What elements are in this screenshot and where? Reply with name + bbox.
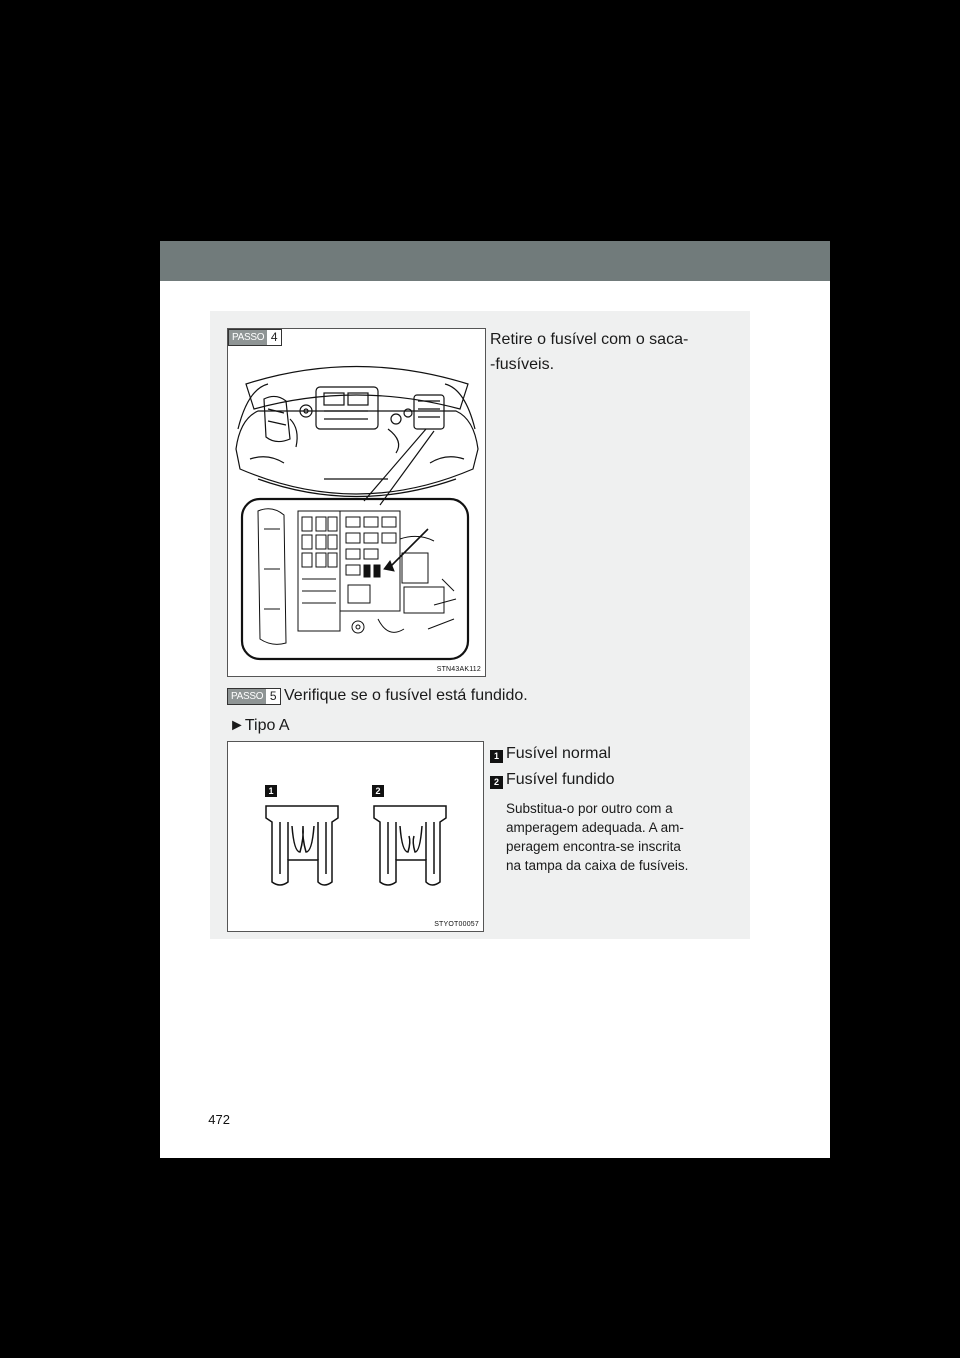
step5-instruction: Verifique se o fusível está fundido. bbox=[284, 687, 528, 704]
step4-line2: -fusíveis. bbox=[490, 356, 555, 373]
replacement-note bbox=[506, 799, 726, 875]
fuse-blown-marker: 2 bbox=[372, 785, 384, 797]
figure-code: STN43AK112 bbox=[436, 666, 481, 673]
type-label: ►Tipo A bbox=[229, 717, 290, 734]
step4-instruction bbox=[490, 327, 726, 377]
legend-item-2 bbox=[490, 767, 615, 792]
step5-number: 5 bbox=[266, 689, 280, 704]
step4-word: PASSO bbox=[229, 330, 267, 345]
note-line-1: Substitua-o por outro com a bbox=[506, 801, 673, 816]
engine-bay-figure bbox=[227, 328, 486, 677]
legend-badge-1: 1 bbox=[490, 750, 503, 763]
procedure-panel bbox=[210, 311, 750, 939]
fuse-figure bbox=[227, 741, 484, 932]
legend-badge-2: 2 bbox=[490, 776, 503, 789]
engine-bay-illustration bbox=[228, 329, 485, 676]
step4-line1: Retire o fusível com o saca- bbox=[490, 331, 689, 348]
step4-number: 4 bbox=[267, 330, 281, 345]
legend-label-1: Fusível normal bbox=[506, 745, 611, 762]
step5-badge bbox=[227, 688, 281, 705]
manual-page bbox=[160, 241, 830, 1158]
note-line-3: peragem encontra-se inscrita bbox=[506, 839, 681, 854]
note-line-2: amperagem adequada. A am- bbox=[506, 820, 684, 835]
step4-badge bbox=[228, 329, 282, 346]
page-number: 472 bbox=[208, 1112, 230, 1127]
fuse-illustration bbox=[228, 742, 483, 931]
figure-code: STYOT00057 bbox=[434, 921, 479, 928]
header-band bbox=[160, 241, 830, 281]
fuse-normal-marker: 1 bbox=[265, 785, 277, 797]
note-line-4: na tampa da caixa de fusíveis. bbox=[506, 858, 689, 873]
legend-item-1 bbox=[490, 741, 611, 766]
legend-label-2: Fusível fundido bbox=[506, 771, 615, 788]
step5-word: PASSO bbox=[228, 689, 266, 704]
